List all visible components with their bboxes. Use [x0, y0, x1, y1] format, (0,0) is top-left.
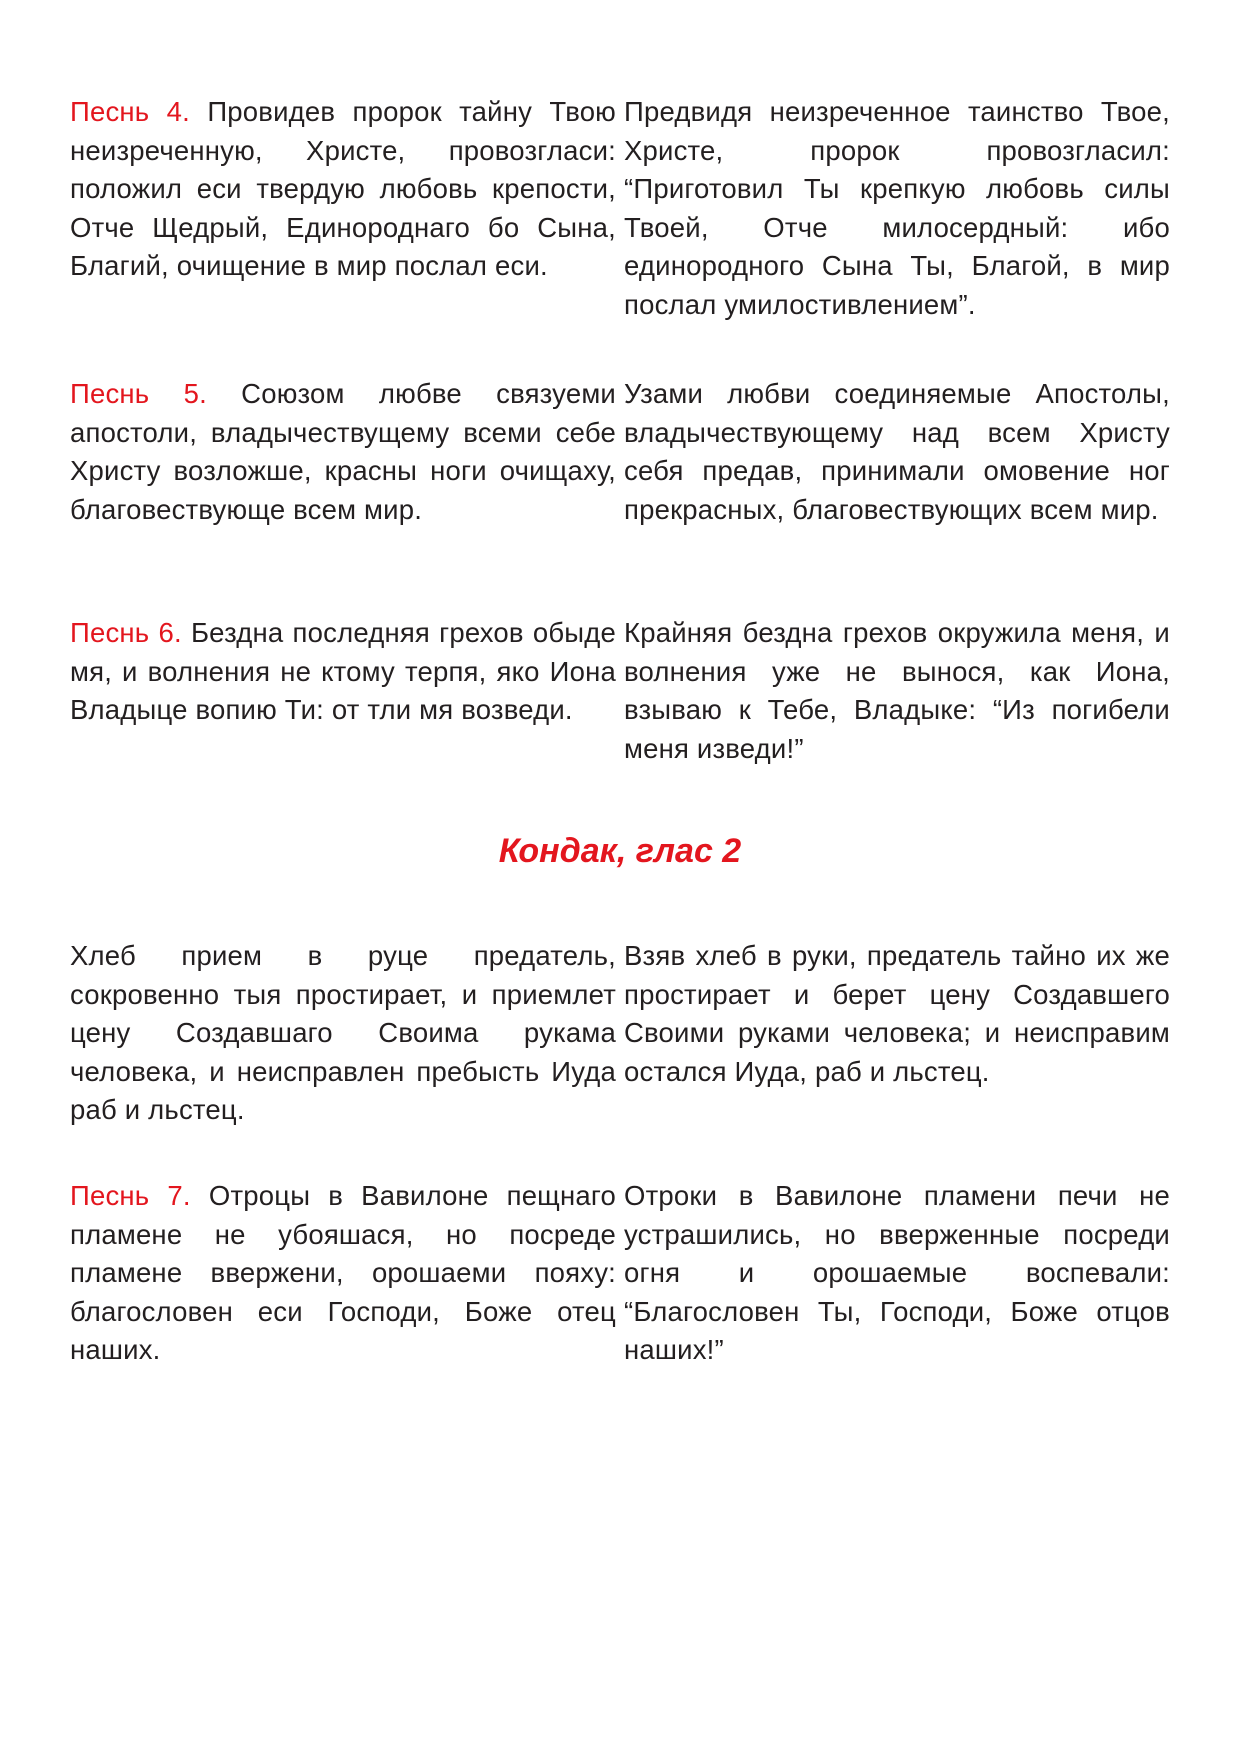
ode-6-text-russian: Крайняя бездна грехов окружила меня, и волнения уже не вынося, как Иона, взываю к Тебе, Владыке: “Из погибели меня изведи!” — [624, 617, 1170, 764]
kontakion-row — [70, 937, 1170, 1130]
ode-5-row — [70, 375, 1170, 529]
ode-4-row — [70, 93, 1170, 325]
ode-7-text-russian: Отроки в Вавилоне пламени печи не устрашились, но вверженные посреди огня и орошаемые воспевали: “Благословен Ты, Господи, Боже отцов наших!” — [624, 1180, 1170, 1366]
ode-7-label: Песнь 7. — [70, 1180, 191, 1211]
ode-4-russian — [624, 93, 1170, 325]
ode-5-text-russian: Узами любви соединяемые Апостолы, владычествующему над всем Христу себя предав, принимали омовение ног прекрасных, благовествующих всем мир. — [624, 378, 1170, 525]
ode-7-row — [70, 1177, 1170, 1370]
kontakion-church-slavonic — [70, 937, 616, 1130]
ode-6-label: Песнь 6. — [70, 617, 182, 648]
ode-4-church-slavonic — [70, 93, 616, 325]
ode-4-label: Песнь 4. — [70, 96, 190, 127]
ode-5-text-slavonic: Союзом любве связуеми апостоли, владычествущему всеми себе Христу возложше, красны ноги очищаху, благовествующе всем мир. — [70, 378, 616, 525]
kontakion-heading: Кондак, глас 2 — [498, 832, 742, 870]
ode-4-text-russian: Предвидя неизреченное таинство Твое, Христе, пророк провозгласил: “Приготовил Ты крепкую любовь силы Твоей, Отче милосердный: ибо единородного Сына Ты, Благой, в мир послал умилостивлением”. — [624, 96, 1170, 320]
ode-6-row — [70, 614, 1170, 768]
ode-6-text-slavonic: Бездна последняя грехов обыде мя, и волнения не ктому терпя, яко Иона Владыце вопию Ти: от тли мя возведи. — [70, 617, 617, 726]
kontakion-text-russian: Взяв хлеб в руки, предатель тайно их же простирает и берет цену Создавшего Своими руками человека; и неисправим остался Иуда, раб и льстец. — [624, 940, 1170, 1087]
ode-5-church-slavonic — [70, 375, 616, 529]
ode-7-church-slavonic — [70, 1177, 616, 1370]
ode-5-label: Песнь 5. — [70, 378, 207, 409]
ode-6-russian — [624, 614, 1170, 768]
ode-6-church-slavonic — [70, 614, 616, 768]
ode-5-russian — [624, 375, 1170, 529]
kontakion-russian — [624, 937, 1170, 1130]
ode-7-russian — [624, 1177, 1170, 1370]
ode-4-text-slavonic: Провидев пророк тайну Твою неизреченную, Христе, провозгласи: положил еси твердую любовь крепости, Отче Щедрый, Единороднаго бо Сына, Благий, очищение в мир послал еси. — [70, 96, 617, 282]
kontakion-text-slavonic: Хлеб прием в руце предатель, сокровенно тыя простирает, и приемлет цену Создавшаго Своима рукама человека, и неисправлен пребысть Иуда раб и льстец. — [70, 940, 616, 1126]
ode-7-text-slavonic: Отроцы в Вавилоне пещнаго пламене не убояшася, но посреде пламене ввержени, орошаеми пояху: благословен еси Господи, Боже отец наших. — [70, 1180, 617, 1366]
